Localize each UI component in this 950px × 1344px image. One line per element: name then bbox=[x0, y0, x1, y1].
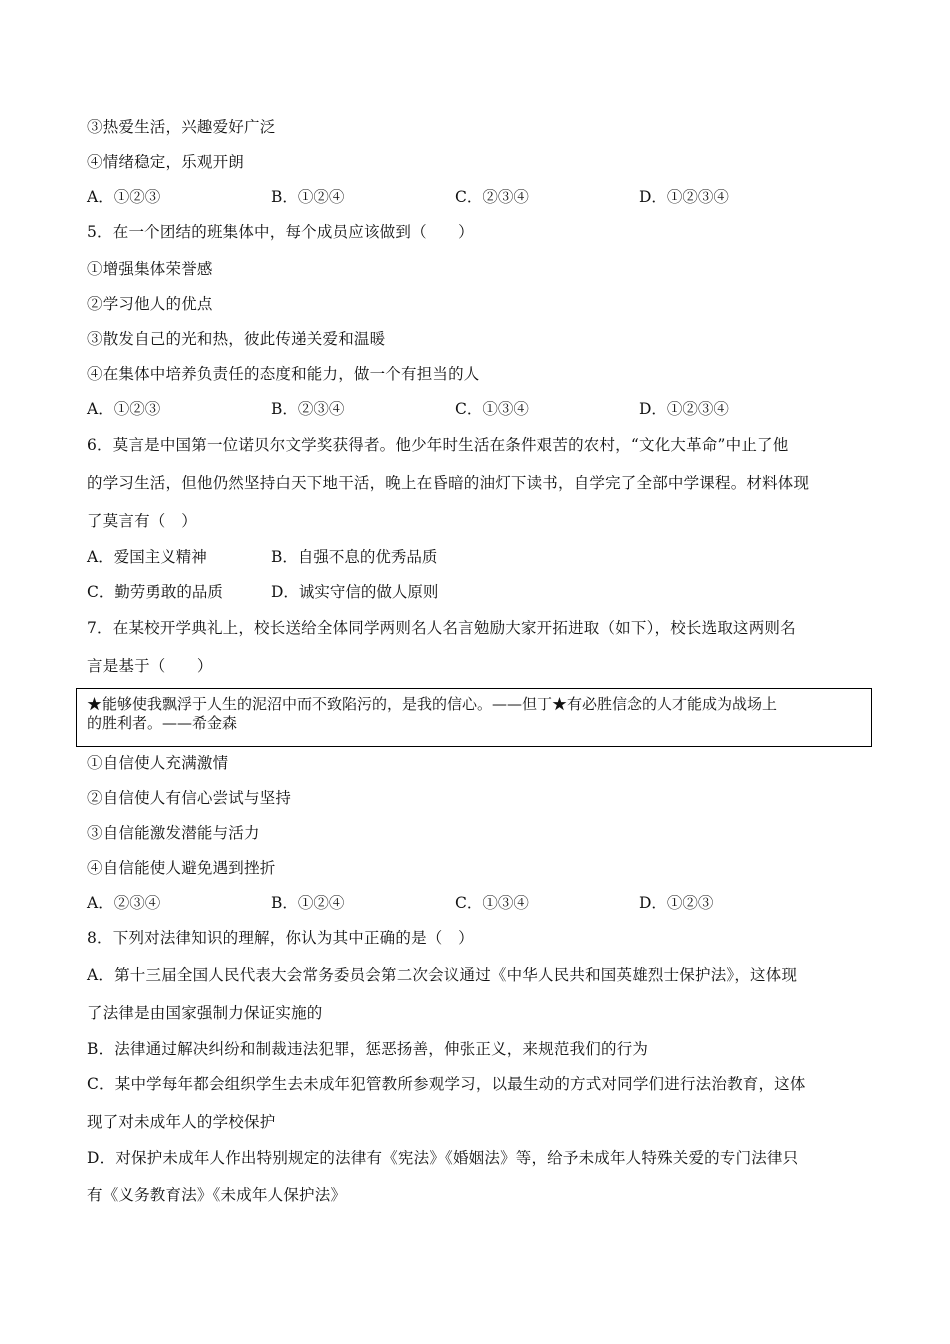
q7-option-b[interactable]: B．①②④ bbox=[271, 894, 345, 912]
q5-item-1: ①增强集体荣誉感 bbox=[87, 260, 213, 278]
q7-item-1: ①自信使人充满激情 bbox=[87, 754, 229, 772]
q7-option-d[interactable]: D．①②③ bbox=[639, 894, 714, 912]
q5-option-a[interactable]: A．①②③ bbox=[87, 400, 161, 418]
q7-item-3: ③自信能激发潜能与活力 bbox=[87, 824, 260, 842]
q8-option-a-line-1[interactable]: A．第十三届全国人民代表大会常务委员会第二次会议通过《中华人民共和国英雄烈士保护法》，这体现 bbox=[87, 966, 798, 984]
q6-stem-line-2: 的学习生活，但他仍然坚持白天下地干活，晚上在昏暗的油灯下读书，自学完了全部中学课程。材料体现 bbox=[87, 474, 810, 492]
q5-option-c[interactable]: C．①③④ bbox=[455, 400, 529, 418]
q4-option-c[interactable]: C．②③④ bbox=[455, 188, 529, 206]
q4-option-d[interactable]: D．①②③④ bbox=[639, 188, 729, 206]
q8-option-d-line-2[interactable]: 有《义务教育法》《未成年人保护法》 bbox=[87, 1186, 347, 1204]
q4-item-4: ④情绪稳定，乐观开朗 bbox=[87, 153, 245, 171]
q6-option-c[interactable]: C．勤劳勇敢的品质 bbox=[87, 583, 223, 601]
q5-stem: 5．在一个团结的班集体中，每个成员应该做到（ ） bbox=[87, 223, 474, 241]
q7-option-a[interactable]: A．②③④ bbox=[87, 894, 161, 912]
q4-option-a[interactable]: A．①②③ bbox=[87, 188, 161, 206]
q7-item-2: ②自信使人有信心尝试与坚持 bbox=[87, 789, 292, 807]
q4-option-b[interactable]: B．①②④ bbox=[271, 188, 345, 206]
q7-option-c[interactable]: C．①③④ bbox=[455, 894, 529, 912]
quote-box bbox=[76, 688, 872, 747]
q4-item-3: ③热爱生活，兴趣爱好广泛 bbox=[87, 118, 276, 136]
q6-option-b[interactable]: B．自强不息的优秀品质 bbox=[271, 548, 438, 566]
q6-option-d[interactable]: D．诚实守信的做人原则 bbox=[271, 583, 439, 601]
q8-option-c-line-2[interactable]: 现了对未成年人的学校保护 bbox=[87, 1113, 276, 1131]
q5-item-3: ③散发自己的光和热，彼此传递关爱和温暖 bbox=[87, 330, 386, 348]
q6-stem-line-1: 6．莫言是中国第一位诺贝尔文学奖获得者。他少年时生活在条件艰苦的农村，“文化大革命”中止了他 bbox=[87, 436, 789, 454]
q8-option-c-line-1[interactable]: C．某中学每年都会组织学生去未成年犯管教所参观学习，以最生动的方式对同学们进行法治教育，这体 bbox=[87, 1075, 806, 1093]
q5-item-2: ②学习他人的优点 bbox=[87, 295, 213, 313]
q5-option-d[interactable]: D．①②③④ bbox=[639, 400, 729, 418]
q6-option-a[interactable]: A．爱国主义精神 bbox=[87, 548, 207, 566]
q7-stem-line-1: 7．在某校开学典礼上，校长送给全体同学两则名人名言勉励大家开拓进取（如下），校长选取这两则名 bbox=[87, 619, 796, 637]
q7-stem-line-2: 言是基于（ ） bbox=[87, 657, 213, 675]
quote-line-2: 的胜利者。——希金森 bbox=[87, 714, 238, 732]
q7-item-4: ④自信能使人避免遇到挫折 bbox=[87, 859, 276, 877]
q5-option-b[interactable]: B．②③④ bbox=[271, 400, 345, 418]
q5-item-4: ④在集体中培养负责任的态度和能力，做一个有担当的人 bbox=[87, 365, 480, 383]
quote-line-1: ★能够使我飘浮于人生的泥沼中而不致陷污的，是我的信心。——但丁★有必胜信念的人才能成为战场上 bbox=[87, 695, 778, 713]
q6-stem-line-3: 了莫言有（ ） bbox=[87, 512, 197, 530]
q8-option-a-line-2[interactable]: 了法律是由国家强制力保证实施的 bbox=[87, 1004, 323, 1022]
q8-stem: 8．下列对法律知识的理解，你认为其中正确的是（ ） bbox=[87, 929, 474, 947]
q8-option-d-line-1[interactable]: D．对保护未成年人作出特别规定的法律有《宪法》《婚姻法》等，给予未成年人特殊关爱的专门法律只 bbox=[87, 1149, 799, 1167]
q8-option-b[interactable]: B．法律通过解决纠纷和制裁违法犯罪，惩恶扬善，伸张正义，来规范我们的行为 bbox=[87, 1040, 649, 1058]
